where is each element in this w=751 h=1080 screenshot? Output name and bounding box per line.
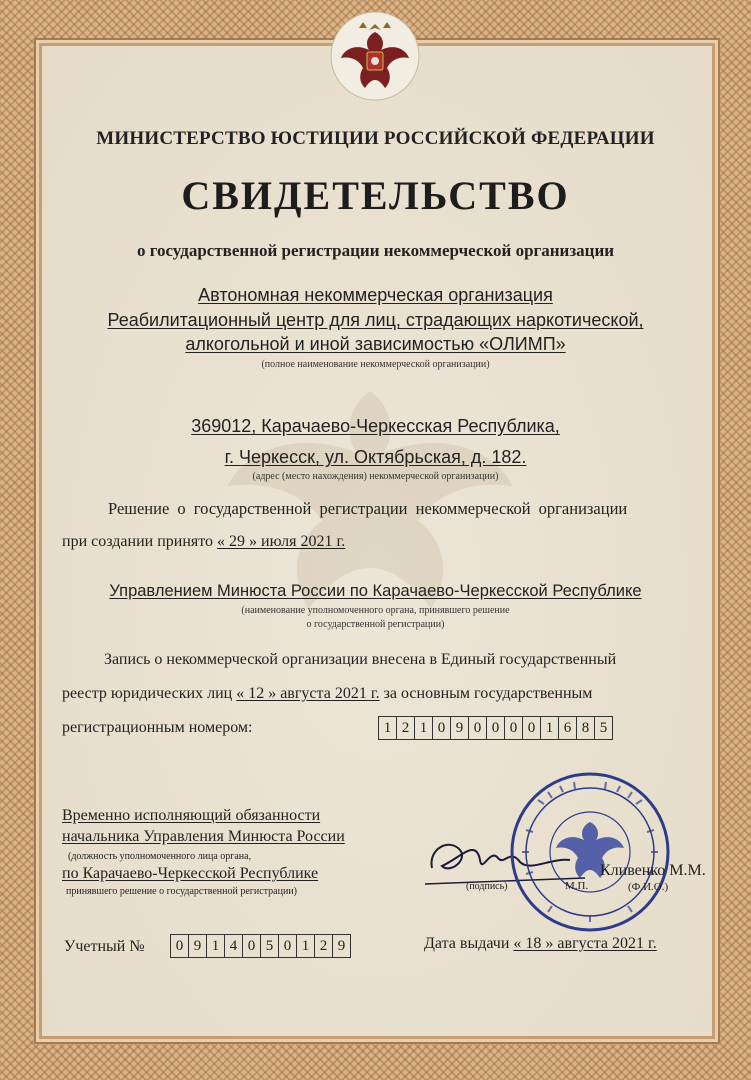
ogrn-digit: 0 [433, 717, 451, 739]
address-line-2: г. Черкесск, ул. Октябрьская, д. 182. [224, 447, 527, 467]
account-digit: 0 [279, 935, 297, 957]
ogrn-digit: 9 [451, 717, 469, 739]
ogrn-digit: 6 [559, 717, 577, 739]
fio-hint: (Ф.И.О.) [628, 881, 669, 893]
issue-date-label: Дата выдачи [424, 935, 510, 952]
record-line-1: Запись о некоммерческой организации внесена в Единый государственный [104, 651, 617, 668]
ogrn-digit: 2 [397, 717, 415, 739]
ogrn-digit: 0 [523, 717, 541, 739]
official-seal-icon [508, 770, 672, 934]
ogrn-digit: 1 [379, 717, 397, 739]
account-digit: 9 [337, 938, 346, 954]
decision-line-2 [62, 533, 345, 551]
account-digit: 0 [171, 935, 189, 957]
issue-date: « 18 » августа 2021 г. [513, 935, 657, 952]
account-digit: 9 [189, 935, 207, 957]
org-name-line-1: Автономная некоммерческая организация [198, 285, 553, 305]
record-line-3: регистрационным номером: [62, 719, 253, 736]
coat-of-arms-icon [329, 8, 421, 104]
signatory-line-3: по Карачаево-Черкесской Республике [62, 865, 319, 882]
signatory-hint-2: принявшего решение о государственной регистрации) [66, 886, 298, 897]
authority-hint-2: о государственной регистрации) [306, 619, 445, 630]
record-suffix: за основным государственным [383, 685, 593, 702]
record-date: « 12 » августа 2021 г. [236, 685, 380, 702]
account-digit: 1 [207, 935, 225, 957]
ogrn-number-cells [378, 716, 613, 740]
authority-name: Управлением Минюста России по Карачаево-Черкесской Республике [109, 582, 642, 600]
address-line-1: 369012, Карачаево-Черкесская Республика, [191, 416, 560, 436]
account-number-label: Учетный № [64, 938, 145, 955]
address-hint: (адрес (место нахождения) некоммерческой организации) [252, 471, 499, 482]
ogrn-digit: 5 [599, 720, 608, 736]
ministry-heading: МИНИСТЕРСТВО ЮСТИЦИИ РОССИЙСКОЙ ФЕДЕРАЦИИ [96, 128, 655, 149]
ogrn-digit: 1 [415, 717, 433, 739]
authority-hint-1: (наименование уполномоченного органа, принявшего решение [241, 605, 510, 616]
ogrn-digit: 1 [541, 717, 559, 739]
signatory-hint-1: (должность уполномоченного лица органа, [68, 851, 252, 862]
signatory-line-1: Временно исполняющий обязанности [62, 807, 321, 824]
document-title: СВИДЕТЕЛЬСТВО [181, 173, 570, 218]
signatory-name: Кливенко М.М. [600, 862, 706, 879]
decision-line-1: Решение о государственной регистрации некоммерческой организации [108, 499, 628, 518]
record-prefix: реестр юридических лиц [62, 685, 233, 702]
ogrn-digit: 8 [577, 717, 595, 739]
account-digit: 2 [315, 935, 333, 957]
issue-date-line [424, 935, 657, 953]
account-digit: 0 [243, 935, 261, 957]
seal-place-label: М.П. [565, 880, 589, 892]
signatory-line-2: начальника Управления Минюста России [62, 828, 345, 845]
ogrn-digit: 0 [487, 717, 505, 739]
org-name-line-2: Реабилитационный центр для лиц, страдающих наркотической, [107, 310, 644, 330]
account-digit: 5 [261, 935, 279, 957]
decision-prefix: при создании принято [62, 533, 214, 550]
account-digit: 4 [225, 935, 243, 957]
document-subtitle: о государственной регистрации некоммерческой организации [136, 241, 615, 260]
ogrn-digit: 0 [505, 717, 523, 739]
record-line-2 [62, 685, 592, 703]
signature-hint: (подпись) [466, 881, 508, 892]
decision-date: « 29 » июля 2021 г. [217, 533, 346, 550]
account-digit: 1 [297, 935, 315, 957]
org-name-line-3: алкогольной и иной зависимостью «ОЛИМП» [185, 334, 566, 354]
ogrn-digit: 0 [469, 717, 487, 739]
org-name-hint: (полное наименование некоммерческой организации) [261, 359, 490, 370]
account-number-cells [170, 934, 351, 958]
